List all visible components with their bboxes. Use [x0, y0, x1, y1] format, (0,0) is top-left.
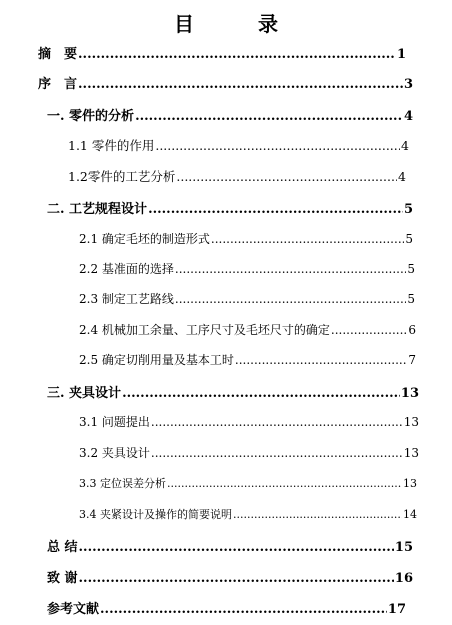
toc-entry-2-2[interactable] [79, 260, 415, 277]
toc-entry-page: 13 [403, 477, 417, 490]
toc-entry-label: 1.2零件的工艺分析 [68, 169, 176, 184]
toc-leader-dots [331, 323, 407, 337]
toc-entry-page: 7 [408, 353, 416, 367]
toc-entry-page: 17 [387, 602, 406, 617]
toc-leader-dots [233, 508, 402, 521]
toc-leader-dots [78, 77, 403, 92]
toc-entry-label: 3.4 夹紧设计及操作的简要说明 [79, 508, 232, 521]
toc-entry-page: 4 [403, 109, 413, 124]
toc-entry-page: 1 [396, 47, 406, 62]
toc-leader-dots [135, 109, 403, 124]
toc-entry-label: 三. 夹具设计 [47, 386, 122, 401]
toc-leader-dots [100, 602, 387, 617]
toc-entry-page: 5 [405, 232, 413, 246]
toc-title: 目 录 [174, 12, 300, 36]
toc-entry-page: 6 [408, 323, 416, 337]
toc-leader-dots [175, 262, 406, 276]
toc-leader-dots [148, 202, 403, 217]
toc-entry-label: 2.3 制定工艺路线 [79, 292, 174, 306]
toc-entry-label: 参考文献 [47, 602, 100, 617]
toc-entry-chapter-2[interactable] [47, 198, 413, 217]
toc-entry-chapter-1[interactable] [47, 105, 413, 124]
toc-entry-page: 4 [401, 138, 409, 153]
toc-entry-page: 5 [403, 202, 413, 217]
toc-entry-1-1[interactable] [68, 136, 409, 154]
toc-leader-dots [79, 571, 394, 586]
toc-entry-label: 摘 要 [38, 47, 78, 62]
toc-entry-abstract[interactable] [38, 43, 406, 62]
toc-entry-page: 5 [407, 292, 415, 306]
toc-entry-label: 1.1 零件的作用 [68, 138, 155, 153]
toc-leader-dots [151, 446, 403, 460]
toc-leader-dots [79, 540, 394, 555]
toc-entry-label: 一. 零件的分析 [47, 109, 135, 124]
toc-entry-label: 2.1 确定毛坯的制造形式 [79, 232, 210, 246]
toc-entry-label: 2.2 基准面的选择 [79, 262, 174, 276]
toc-entry-3-2[interactable] [79, 444, 419, 461]
toc-leader-dots [155, 138, 400, 153]
toc-entry-3-3[interactable] [79, 475, 417, 491]
toc-leader-dots [175, 292, 406, 306]
toc-leader-dots [122, 386, 400, 401]
toc-entry-page: 16 [394, 571, 413, 586]
toc-entry-label: 2.4 机械加工余量、工序尺寸及毛坯尺寸的确定 [79, 323, 330, 337]
toc-entry-2-3[interactable] [79, 290, 415, 307]
toc-entry-references[interactable] [47, 598, 406, 617]
toc-entry-page: 5 [407, 262, 415, 276]
toc-entry-label: 致 谢 [47, 571, 78, 586]
toc-entry-3-4[interactable] [79, 506, 417, 522]
toc-entry-page: 13 [403, 446, 419, 460]
toc-entry-page: 15 [394, 540, 413, 555]
toc-entry-label: 2.5 确定切削用量及基本工时 [79, 353, 234, 367]
toc-entry-page: 13 [400, 386, 419, 401]
toc-entry-page: 13 [403, 415, 419, 429]
toc-entry-page: 4 [398, 169, 406, 184]
toc-leader-dots [167, 477, 402, 490]
toc-entry-2-5[interactable] [79, 351, 416, 368]
toc-leader-dots [151, 415, 403, 429]
toc-entry-label: 3.3 定位误差分析 [79, 477, 166, 490]
toc-entry-acknowledgements[interactable] [47, 567, 413, 586]
toc-entry-page: 14 [403, 508, 417, 521]
toc-entry-label: 3.1 问题提出 [79, 415, 150, 429]
toc-leader-dots [211, 232, 404, 246]
toc-entry-preface[interactable] [38, 73, 413, 92]
toc-entry-chapter-3[interactable] [47, 382, 419, 401]
toc-entry-2-1[interactable] [79, 230, 413, 247]
toc-entry-2-4[interactable] [79, 321, 416, 338]
toc-entry-label: 3.2 夹具设计 [79, 446, 150, 460]
toc-entry-label: 总 结 [47, 540, 78, 555]
toc-leader-dots [235, 353, 407, 367]
toc-entry-1-2[interactable] [68, 167, 406, 185]
toc-entry-summary[interactable] [47, 536, 413, 555]
toc-leader-dots [78, 47, 396, 62]
toc-leader-dots [176, 169, 397, 184]
toc-entry-page: 3 [403, 77, 413, 92]
toc-entry-label: 序 言 [38, 77, 78, 92]
toc-entry-3-1[interactable] [79, 413, 419, 430]
toc-entry-label: 二. 工艺规程设计 [47, 202, 148, 217]
